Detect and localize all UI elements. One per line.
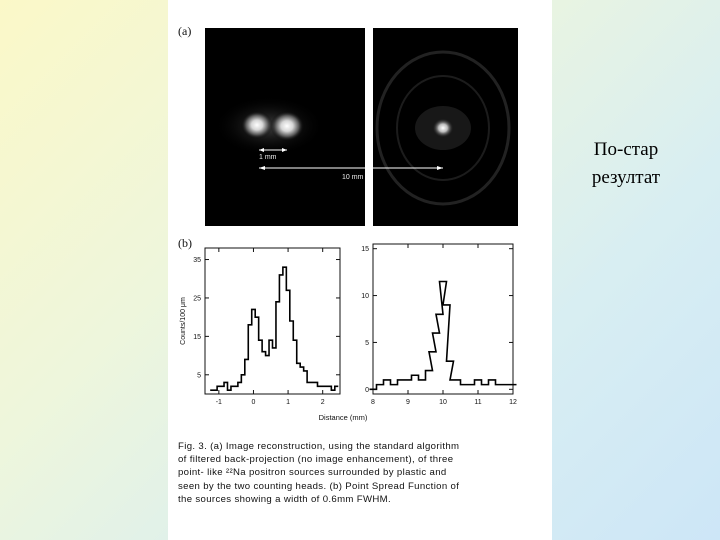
scale-1mm-label: 1 mm	[259, 154, 277, 161]
caption-line: Fig. 3. (a) Image reconstruction, using the standard algorithm	[178, 441, 460, 452]
x-tick-label: 10	[439, 399, 447, 406]
y-tick-label: 35	[193, 257, 201, 265]
y-axis-label: Counts/100 μm	[180, 297, 187, 345]
caption-line: point- like ²²Na positron sources surrounded by plastic and	[178, 467, 447, 479]
y-tick-label: 10	[361, 293, 369, 301]
x-tick-label: -1	[215, 399, 222, 406]
x-tick-label: 0	[251, 399, 256, 406]
caption-line: seen by the two counting heads. (b) Point Spread Function of	[178, 480, 460, 492]
y-tick-label: 5	[197, 372, 201, 380]
caption-line: the sources showing a width of 0.6mm FWHM.	[178, 493, 392, 505]
plot-frame	[373, 244, 513, 394]
psf-histogram-line	[370, 282, 517, 390]
y-tick-label: 15	[193, 333, 201, 341]
side-text-line-2: резултат	[591, 167, 661, 188]
x-tick-label: 2	[320, 399, 325, 406]
x-tick-label: 12	[509, 399, 517, 406]
x-tick-label: 11	[474, 399, 482, 406]
y-tick-label: 25	[193, 295, 201, 303]
x-axis-label: Distance (mm)	[318, 413, 368, 422]
figure-caption	[178, 440, 518, 506]
x-tick-label: 9	[406, 399, 410, 406]
side-text-line-1: По-стар	[593, 139, 659, 160]
x-tick-label: 8	[371, 399, 375, 406]
panel-b-label: (b)	[178, 236, 192, 250]
scale-10mm-label: 10 mm	[342, 174, 364, 181]
psf-histogram-line	[210, 267, 338, 390]
x-tick-label: 1	[286, 399, 291, 406]
panel-a-label: (a)	[178, 24, 192, 38]
y-tick-label: 0	[365, 386, 369, 394]
slide-side-text	[576, 136, 676, 192]
caption-line: of filtered back-projection (no image enhancement), of three	[178, 454, 454, 466]
plot-frame	[205, 248, 340, 394]
y-tick-label: 15	[361, 246, 369, 254]
y-tick-label: 5	[365, 339, 369, 347]
